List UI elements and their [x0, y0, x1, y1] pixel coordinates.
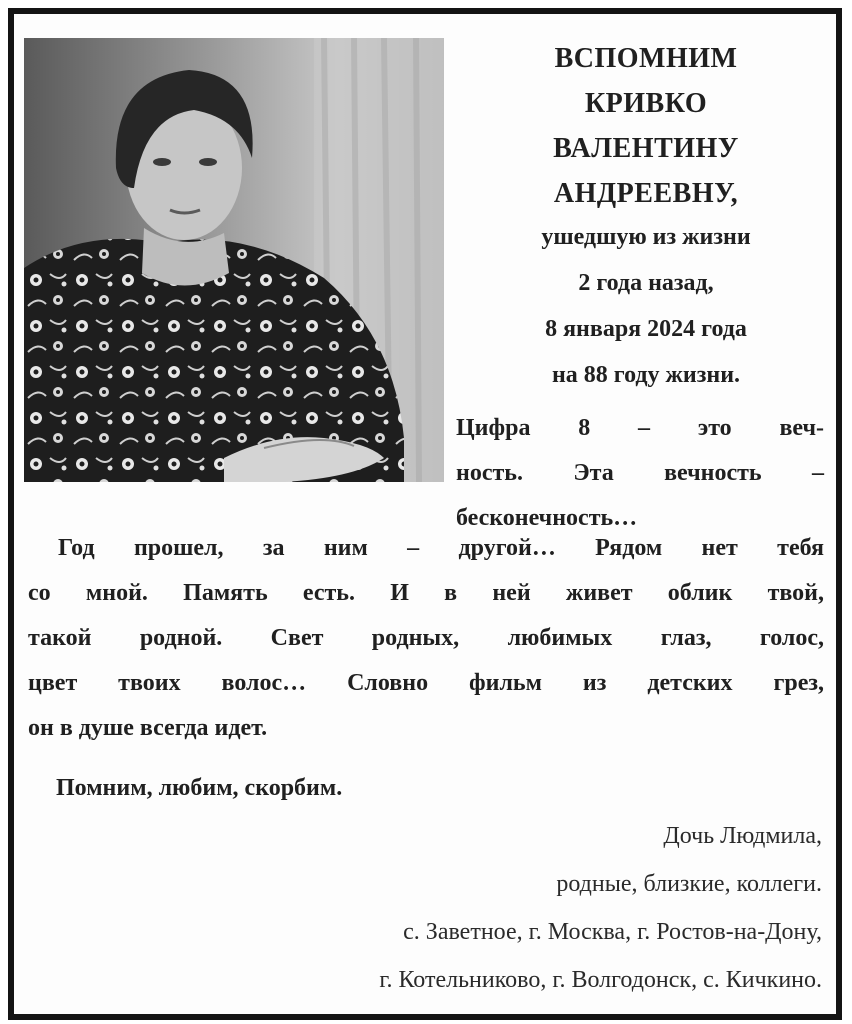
signature-block	[379, 812, 822, 1004]
memorial-poem	[28, 526, 824, 751]
signature-line: родные, близкие, коллеги.	[556, 871, 822, 897]
poem-line: со мной. Память есть. И в ней живет облик твой,	[28, 580, 824, 606]
poem-line: такой родной. Свет родных, любимых глаз, голос,	[28, 625, 824, 651]
heading-line: АНДРЕЕВНУ,	[553, 178, 739, 209]
obituary-frame	[8, 8, 842, 1020]
remember-line: Помним, любим, скорбим.	[56, 775, 343, 801]
poem-line: он в душе всегда идет.	[28, 715, 268, 741]
verse-line: Цифра 8 – это веч-	[456, 415, 824, 441]
signature-line: г. Котельниково, г. Волгодонск, с. Кичкино.	[379, 967, 822, 993]
subhead-line: на 88 году жизни.	[551, 362, 741, 388]
portrait-photo	[24, 38, 444, 482]
portrait-image	[24, 38, 444, 482]
heading-line: ВАЛЕНТИНУ	[553, 133, 739, 164]
verse-line: бесконечность…	[456, 505, 638, 531]
subhead-line: ушедшую из жизни	[541, 224, 751, 250]
heading-line: ВСПОМНИМ	[554, 43, 738, 74]
poem-line: Год прошел, за ним – другой… Рядом нет тебя	[58, 535, 824, 561]
date-block	[458, 214, 834, 398]
poem-line: цвет твоих волос… Словно фильм из детских грез,	[28, 670, 824, 696]
name-heading	[458, 36, 834, 216]
subhead-line: 8 января 2024 года	[545, 316, 747, 342]
subhead-line: 2 года назад,	[578, 270, 714, 296]
verse-line: ность. Эта вечность –	[456, 460, 824, 486]
signature-line: с. Заветное, г. Москва, г. Ростов-на-Дону,	[403, 919, 822, 945]
eternity-verse	[456, 406, 824, 541]
signature-line: Дочь Людмила,	[663, 823, 822, 849]
heading-line: КРИВКО	[584, 88, 708, 119]
